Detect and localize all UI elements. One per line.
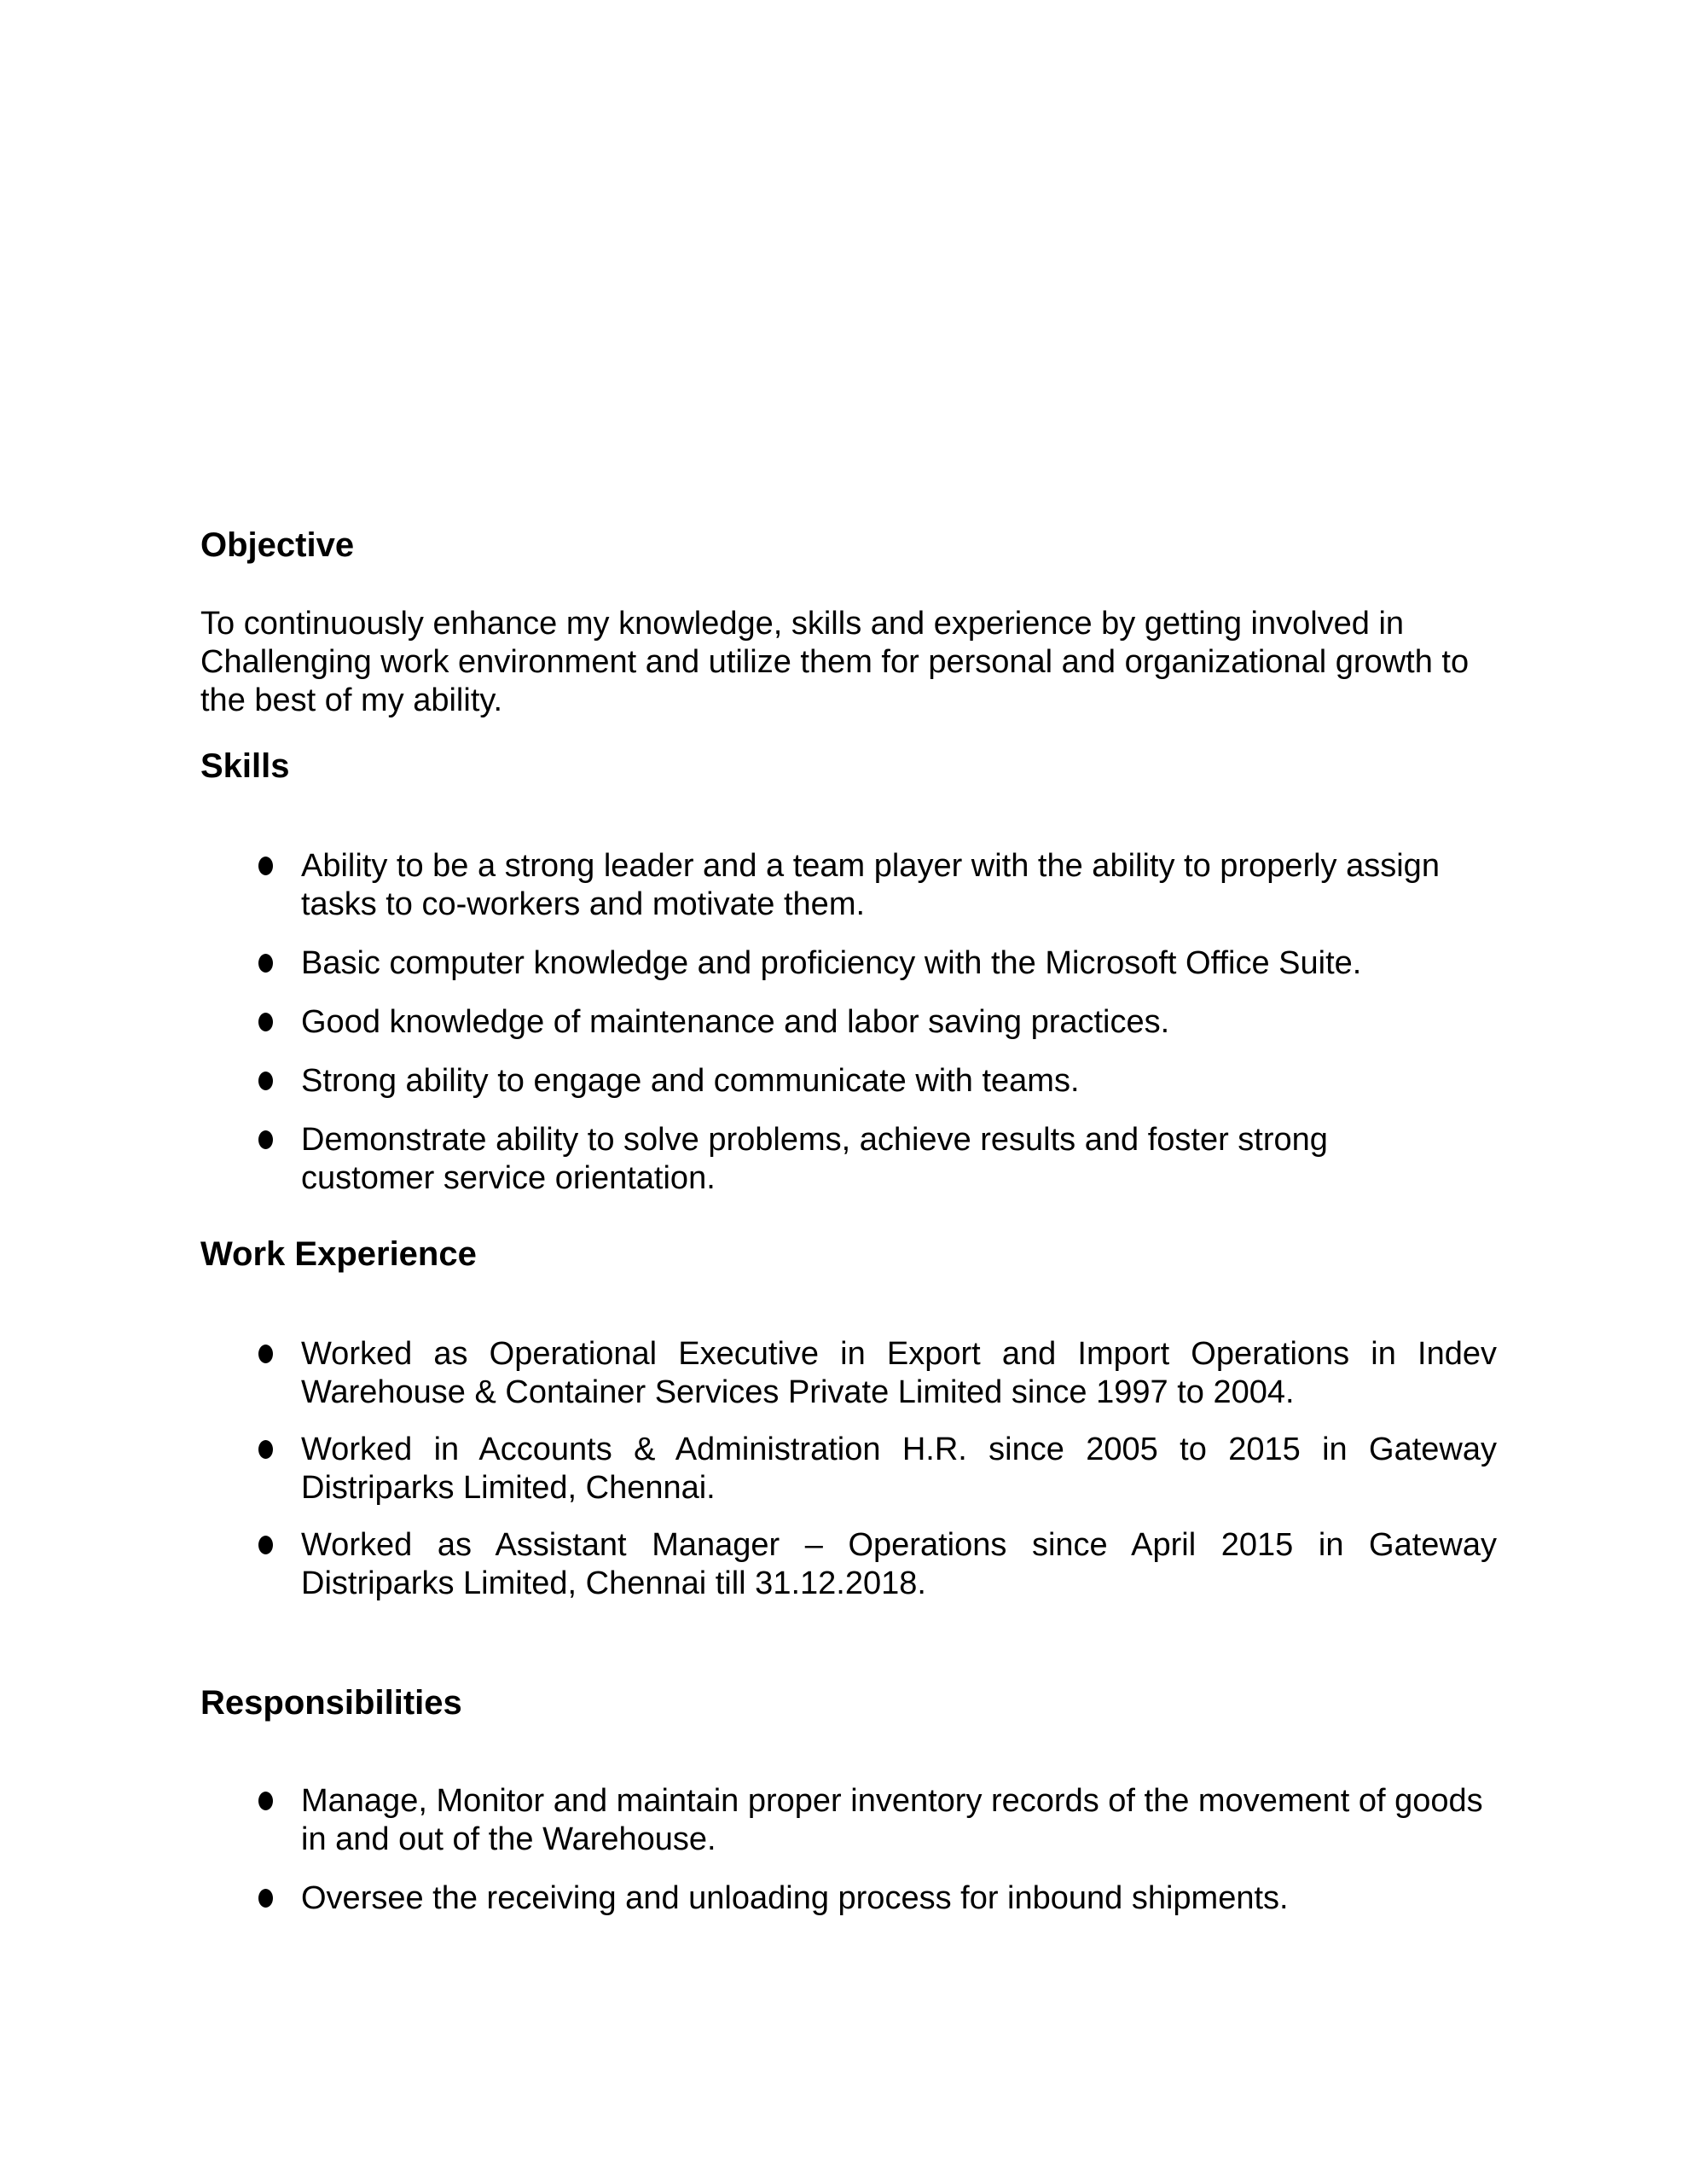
text-line: Warehouse & Container Services Private Limited since 1997 to 2004. (301, 1374, 1295, 1410)
objective-paragraph (200, 605, 1497, 720)
text-line: Distriparks Limited, Chennai till 31.12.2018. (301, 1565, 926, 1601)
list-item (200, 1782, 1497, 1859)
text-line: Distriparks Limited, Chennai. (301, 1470, 716, 1506)
text-line: Oversee the receiving and unloading process for inbound shipments. (301, 1880, 1289, 1916)
bullet-icon (258, 1792, 273, 1810)
bullet-icon (258, 954, 273, 973)
list-item (200, 1879, 1497, 1918)
bullet-icon (258, 1013, 273, 1031)
list-item (200, 847, 1497, 924)
text-line: Basic computer knowledge and proficiency with the Microsoft Office Suite. (301, 945, 1362, 981)
list-item (200, 1003, 1497, 1042)
text-line: Worked in Accounts & Administration H.R. since 2005 to 2015 in Gateway (301, 1432, 1497, 1467)
bullet-icon (258, 1072, 273, 1090)
text-line: Good knowledge of maintenance and labor saving practices. (301, 1004, 1170, 1040)
text-line: in and out of the Warehouse. (301, 1821, 716, 1857)
resume-content (200, 526, 1497, 1918)
bullet-icon (258, 1440, 273, 1459)
text-line: To continuously enhance my knowledge, skills and experience by getting involved in (200, 606, 1405, 642)
list-item (200, 1526, 1497, 1603)
skills-list (200, 847, 1497, 1198)
list-item (200, 1431, 1497, 1507)
work-experience-list (200, 1335, 1497, 1603)
section-heading-work-experience: Work Experience (200, 1235, 477, 1273)
responsibilities-list (200, 1782, 1497, 1918)
text-line: the best of my ability. (200, 682, 503, 718)
text-line: customer service orientation. (301, 1160, 716, 1196)
section-heading-skills: Skills (200, 747, 290, 785)
list-item (200, 1062, 1497, 1101)
text-line: Worked as Operational Executive in Export and Import Operations in Indev (301, 1336, 1497, 1372)
text-line: tasks to co-workers and motivate them. (301, 886, 866, 922)
section-heading-objective: Objective (200, 526, 355, 564)
list-item (200, 1335, 1497, 1412)
bullet-icon (258, 1345, 273, 1363)
bullet-icon (258, 1889, 273, 1908)
bullet-icon (258, 1130, 273, 1149)
text-line: Worked as Assistant Manager – Operations since April 2015 in Gateway (301, 1527, 1497, 1563)
text-line: Manage, Monitor and maintain proper inventory records of the movement of goods (301, 1783, 1483, 1819)
section-heading-responsibilities: Responsibilities (200, 1684, 462, 1722)
text-line: Ability to be a strong leader and a team player with the ability to properly assign (301, 848, 1440, 884)
text-line: Strong ability to engage and communicate with teams. (301, 1063, 1080, 1099)
list-item (200, 944, 1497, 983)
list-item (200, 1121, 1497, 1198)
bullet-icon (258, 857, 273, 875)
text-line: Challenging work environment and utilize them for personal and organizational growth to (200, 644, 1470, 680)
text-line: Demonstrate ability to solve problems, achieve results and foster strong (301, 1122, 1328, 1158)
bullet-icon (258, 1536, 273, 1554)
